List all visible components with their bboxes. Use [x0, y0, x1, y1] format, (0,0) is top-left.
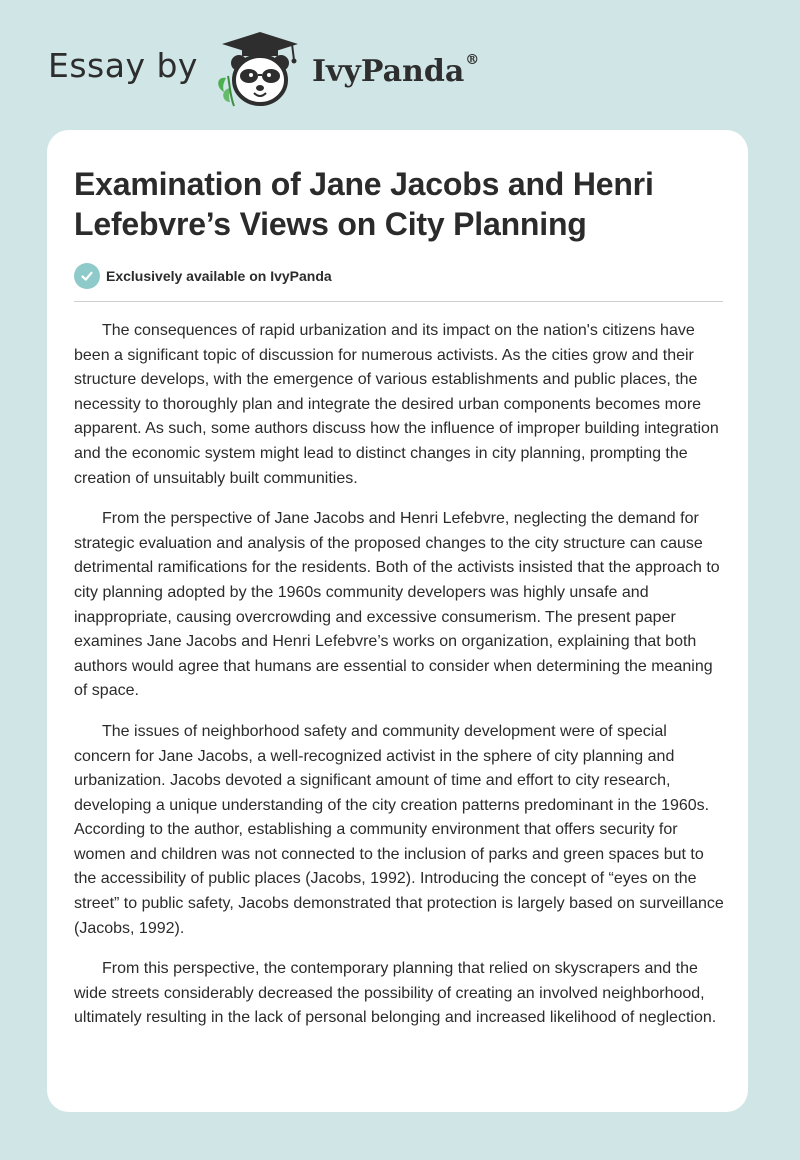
paragraph: The issues of neighborhood safety and community development were of special concern for Jane Jacobs, a well-recognized activist in the sphere of city planning and urbanization. Jacobs devoted a significant amount of time and effort to city research, developing a unique understanding of the city creation patterns predominant in the 1960s. According to the author, establishing a community environment that offers security for women and children was not connected to the inclusion of parks and green spaces but to the accessibility of public places (Jacobs, 1992). Introducing the concept of “eyes on the street” to public safety, Jacobs demonstrated that protection is largely based on surveillance (Jacobs, 1992).: [74, 722, 724, 937]
essay-card: [47, 130, 748, 1112]
article-body: [74, 319, 726, 1031]
brand-name-text: IvyPanda: [311, 53, 465, 89]
registered-mark: ®: [465, 51, 480, 68]
brand-name[interactable]: [311, 51, 480, 89]
panda-graduate-icon[interactable]: [212, 30, 308, 110]
paragraph: From this perspective, the contemporary planning that relied on skyscrapers and the wide streets considerably decreased the possibility of creating an involved neighborhood, ultimately resulting in the lack of personal belonging and increased likelihood of neglection.: [74, 960, 717, 1027]
paragraph: The consequences of rapid urbanization and its impact on the nation's citizens have been a significant topic of discussion for numerous activists. As the cities grow and their structure develops, with the emergence of various establishments and public places, the necessity to thoroughly plan and integrate the desired urban components becomes more apparent. As such, some authors discuss how the influence of improper building integration and the economic system might lead to distinct changes in city planning, prompting the creation of unsuitably built communities.: [74, 322, 719, 487]
brand-prefix: Essay by: [48, 45, 198, 85]
site-header: [48, 30, 479, 110]
exclusive-badge: [74, 262, 722, 290]
badge-label: Exclusively available on IvyPanda: [106, 268, 332, 284]
divider: [74, 301, 723, 302]
page-title: Examination of Jane Jacobs and Henri Lefebvre’s Views on City Planning: [74, 166, 654, 242]
check-icon: [74, 263, 100, 289]
paragraph: From the perspective of Jane Jacobs and Henri Lefebvre, neglecting the demand for strategic evaluation and analysis of the proposed changes to the city structure can cause detrimental ramifications for the residents. Both of the activists insisted that the approach to city planning adopted by the 1960s community developers was highly unsafe and inappropriate, causing overcrowding and excessive consumerism. The present paper examines Jane Jacobs and Henri Lefebvre’s works on organization, explaining that both authors would agree that humans are essential to consider when determining the meaning of space.: [74, 510, 720, 700]
